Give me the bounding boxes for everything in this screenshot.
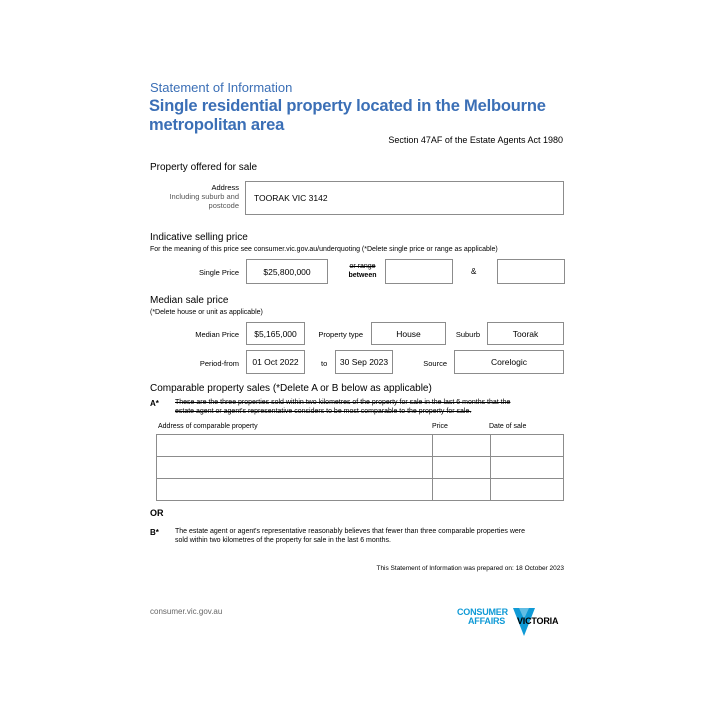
period-to-label: to (321, 359, 328, 368)
range-low-field[interactable] (385, 259, 453, 284)
source-field[interactable] (454, 350, 564, 374)
logo-line-1: CONSUMER (457, 607, 508, 617)
suburb-value: Toorak (512, 328, 539, 339)
consumer-affairs-logo (455, 605, 567, 641)
range-ampersand: & (471, 267, 477, 276)
comparable-price-cell[interactable] (433, 457, 491, 479)
comparable-address-cell[interactable] (157, 479, 433, 501)
median-heading: Median sale price (150, 295, 229, 306)
period-to-value: 30 Sep 2023 (339, 357, 389, 367)
indicative-note: For the meaning of this price see consumer.vic.gov.au/underquoting (*Delete single price or range as applicable) (150, 246, 498, 253)
suburb-field[interactable] (487, 322, 564, 345)
address-value: TOORAK VIC 3142 (254, 193, 328, 203)
footer-site-link[interactable]: consumer.vic.gov.au (150, 607, 223, 616)
or-separator: OR (150, 508, 164, 518)
col-header-address: Address of comparable property (158, 423, 258, 430)
source-label: Source (423, 359, 447, 368)
median-price-value: $5,165,000 (254, 328, 297, 339)
option-a-text-line1: These are the three properties sold within two kilometres of the property for sale in the last 6 months that the (175, 399, 511, 406)
property-type-field[interactable] (371, 322, 446, 345)
period-from-field[interactable] (246, 350, 305, 374)
median-price-label: Median Price (195, 330, 239, 339)
kicker: Statement of Information (150, 80, 293, 95)
range-label-2: between (348, 272, 377, 279)
col-header-price: Price (432, 423, 448, 430)
col-header-date: Date of sale (489, 423, 527, 430)
logo-state: VICTORIA (517, 616, 559, 626)
address-field[interactable] (245, 181, 564, 215)
period-from-label: Period-from (199, 359, 239, 368)
median-note: (*Delete house or unit as applicable) (150, 309, 263, 316)
single-price-field[interactable] (246, 259, 328, 284)
comparable-price-cell[interactable] (433, 435, 491, 457)
property-heading: Property offered for sale (150, 162, 258, 173)
option-b-text-line2: sold within two kilometres of the property for sale in the last 6 months. (175, 537, 391, 544)
range-label-1: or range (349, 263, 376, 270)
table-row (157, 457, 564, 479)
option-b-marker: B* (150, 528, 159, 537)
single-price-label: Single Price (198, 268, 239, 277)
single-price-value: $25,800,000 (263, 266, 311, 277)
address-sublabel-2: postcode (208, 201, 239, 210)
property-type-value: House (396, 328, 421, 339)
comparable-address-cell[interactable] (157, 457, 433, 479)
comparable-date-cell[interactable] (491, 435, 564, 457)
property-type-label: Property type (318, 330, 363, 339)
period-to-field[interactable] (335, 350, 393, 374)
prepared-date: This Statement of Information was prepared on: 18 October 2023 (376, 565, 564, 572)
period-from-value: 01 Oct 2022 (252, 357, 299, 367)
section-reference: Section 47AF of the Estate Agents Act 1980 (388, 135, 563, 145)
address-sublabel-1: Including suburb and (169, 192, 239, 201)
comparable-date-cell[interactable] (491, 457, 564, 479)
indicative-heading: Indicative selling price (150, 232, 248, 243)
option-a-text-line2: estate agent or agent's representative considers to be most comparable to the property for sale. (175, 408, 472, 415)
page-title-line2: metropolitan area (149, 116, 285, 134)
comparable-heading: Comparable property sales (*Delete A or B below as applicable) (150, 383, 432, 394)
option-b-text-line1: The estate agent or agent's representative reasonably believes that fewer than three comparable properties were (175, 528, 525, 535)
comparable-date-cell[interactable] (491, 479, 564, 501)
option-a-marker: A* (150, 399, 159, 408)
comparable-table (156, 434, 564, 501)
table-row (157, 435, 564, 457)
logo-line-2: AFFAIRS (468, 616, 506, 626)
address-label: Address (211, 183, 239, 192)
comparable-price-cell[interactable] (433, 479, 491, 501)
comparable-address-cell[interactable] (157, 435, 433, 457)
range-high-field[interactable] (497, 259, 565, 284)
page-title-line1: Single residential property located in the Melbourne (149, 97, 546, 115)
source-value: Corelogic (491, 357, 527, 367)
suburb-label: Suburb (455, 330, 480, 339)
median-price-field[interactable] (246, 322, 305, 345)
table-row (157, 479, 564, 501)
